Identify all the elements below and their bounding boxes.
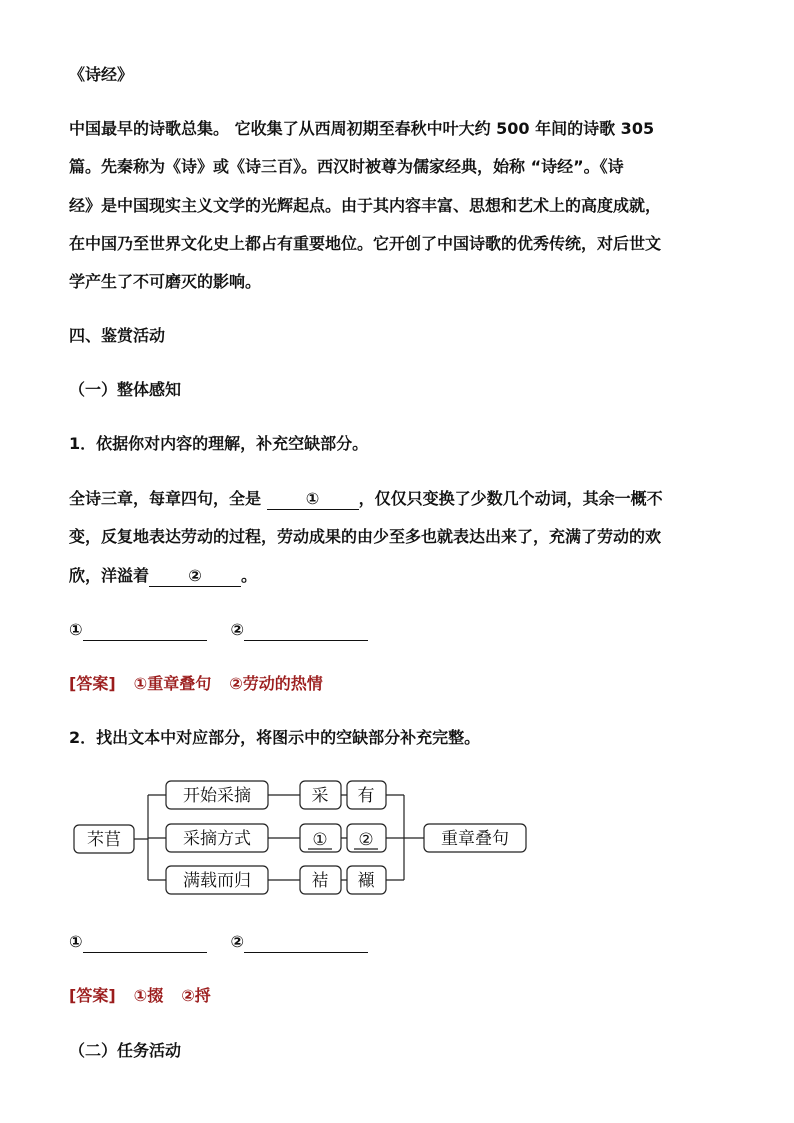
stage-label: 开始采摘 [183, 786, 251, 806]
fill-label-1: ① [69, 620, 83, 639]
question-1-line: 变，反复地表达劳动的过程，劳动成果的由少至多也就表达出来了，充满了劳动的欢 [69, 527, 662, 546]
answer-2: ②捋 [181, 986, 211, 1005]
intro-line: 学产生了不可磨灭的影响。 [69, 272, 262, 291]
diagram-verb-links [341, 795, 347, 880]
q1-blank-1[interactable]: ① [267, 489, 359, 510]
verb-label: 采 [311, 786, 329, 806]
root-label: 芣苢 [87, 830, 121, 850]
q1-text: 。 [241, 566, 258, 585]
q1-blank-2[interactable]: ② [149, 566, 241, 587]
verb-label: 有 [357, 786, 375, 806]
fill-label-2: ② [230, 620, 245, 639]
fill-label-1: ① [69, 932, 83, 951]
fill-line-2[interactable] [244, 936, 368, 953]
stage-label: 采摘方式 [183, 829, 251, 849]
intro-line: 篇。先秦称为《诗》或《诗三百》。西汉时被尊为儒家经典，始称 “诗经”。《诗 [69, 157, 624, 176]
q1-text: ，仅仅只变换了少数几个动词，其余一概不 [358, 489, 663, 508]
fill-line-1[interactable] [83, 936, 207, 953]
answer-1: ①掇 [133, 986, 164, 1005]
q2-fill-row [69, 931, 368, 953]
fill-label-2: ② [230, 932, 245, 951]
subsection-title: （一）整体感知 [69, 380, 182, 399]
subsection-title: （二）任务活动 [69, 1041, 182, 1060]
verb-label: 襭 [357, 871, 375, 891]
answer-tag: [答案] [69, 674, 116, 693]
question-2-title: 2．找出文本中对应部分，将图示中的空缺部分补充完整。 [69, 728, 481, 747]
heading-shijing: 《诗经》 [69, 65, 134, 84]
diagram-left-bracket [134, 795, 166, 880]
diagram-connectors [268, 795, 300, 880]
intro-line: 经》是中国现实主义文学的光辉起点。由于其内容丰富、思想和艺术上的高度成就， [69, 196, 662, 215]
q1-text: 全诗三章，每章四句，全是 [69, 489, 267, 508]
q2-answer [69, 985, 211, 1007]
q1-text: 欣，洋溢着 [69, 566, 150, 585]
diagram-right-bracket [386, 795, 424, 880]
intro-line: 中国最早的诗歌总集。 它收集了从西周初期至春秋中叶大约 500 年间的诗歌 305 [69, 119, 655, 138]
section-title: 四、鉴赏活动 [69, 326, 166, 345]
result-label: 重章叠句 [441, 829, 509, 849]
answer-tag: [答案] [69, 986, 116, 1005]
verb-blank-2: ② [358, 830, 374, 850]
verb-label: 袺 [311, 871, 329, 891]
answer-1: ①重章叠句 [133, 674, 212, 693]
verb-blank-1: ① [312, 830, 328, 850]
question-1-title: 1．依据你对内容的理解，补充空缺部分。 [69, 434, 369, 453]
answer-2: ②劳动的热情 [229, 674, 323, 693]
intro-line: 在中国乃至世界文化史上都占有重要地位。它开创了中国诗歌的优秀传统，对后世文 [69, 234, 662, 253]
stage-label: 满载而归 [183, 871, 251, 891]
